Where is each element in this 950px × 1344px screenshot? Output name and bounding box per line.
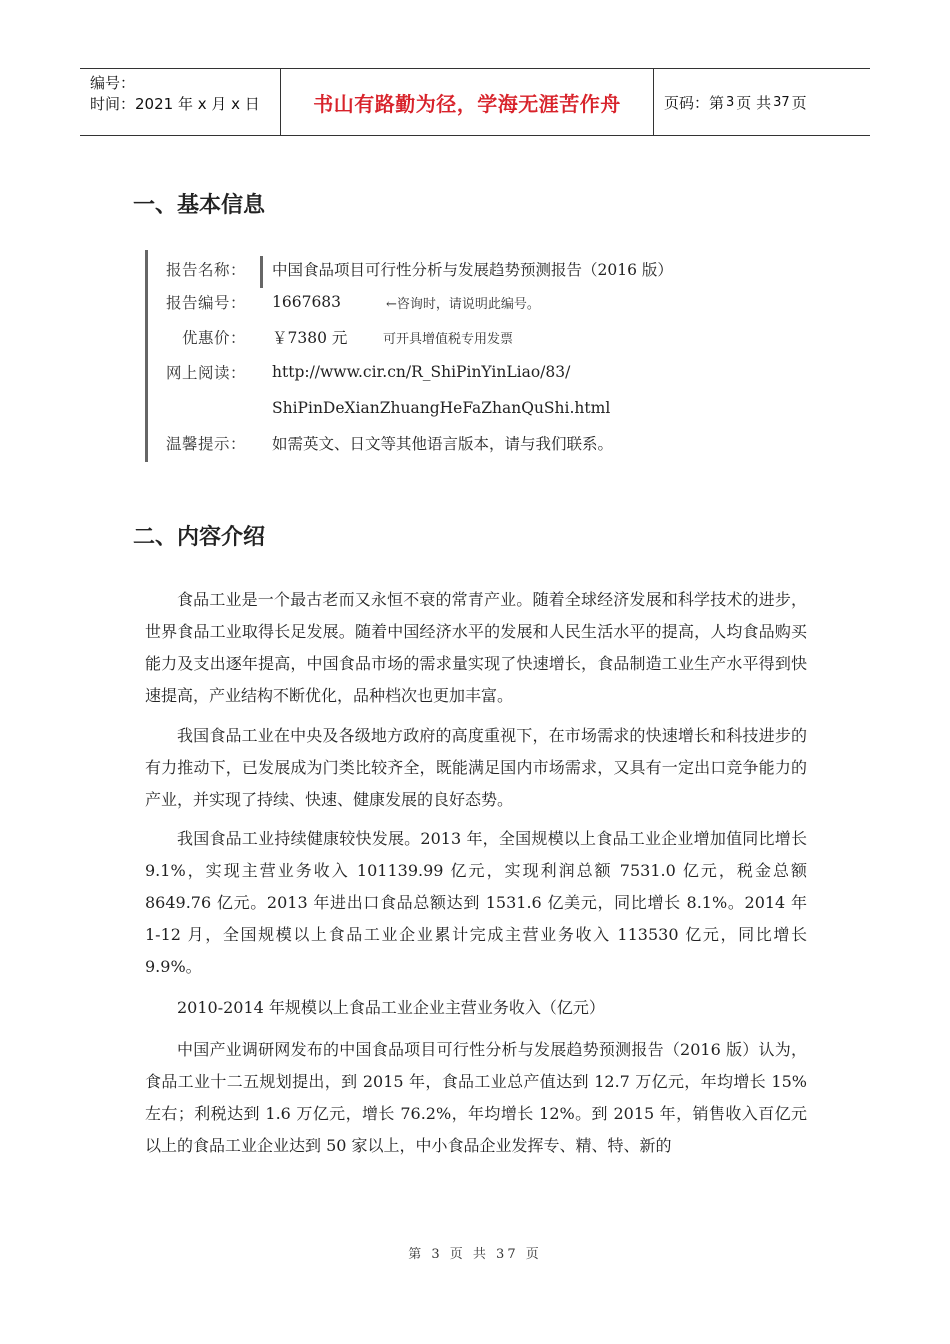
paragraph-2: 我国食品工业在中央及各级地方政府的高度重视下，在市场需求的快速增长和科技进步的有力推动下，已发展成为门类比较齐全，既能满足国内市场需求，又具有一定出口竞争能力的产业，并实现了持续、快速、健康发展的良好态势。 (145, 726, 807, 809)
serial-label: 编号： (90, 74, 136, 92)
name-divider (260, 256, 263, 288)
page-number: 3 (726, 94, 735, 110)
price-value: ￥7380 元 (272, 329, 348, 347)
price-note: 可开具增值税专用发票 (383, 331, 514, 347)
chart-caption: 2010-2014 年规模以上食品工业企业主营业务收入（亿元） (177, 998, 605, 1017)
page-suffix: 页 (791, 93, 807, 112)
header-motto: 书山有路勤为径，学海无涯苦作舟 (281, 69, 654, 135)
section-title-content-intro: 二、内容介绍 (133, 525, 266, 550)
price-label: 优惠价： (181, 329, 246, 347)
tip-label: 温馨提示： (166, 435, 247, 453)
online-read-url-line1[interactable]: http://www.cir.cn/R_ShiPinYinLiao/83/ (272, 363, 571, 381)
page-footer: 第 3 页 共 37 页 (408, 1247, 542, 1262)
page-header (80, 68, 870, 136)
report-code-label: 报告编号： (166, 294, 247, 312)
paragraph-4: 中国产业调研网发布的中国食品项目可行性分析与发展趋势预测报告（2016 版）认为，食品工业十二五规划提出，到 2015 年，食品工业总产值达到 12.7 万亿元，年均增长 15%左右；利税达到 1.6 万亿元，增长 76.2%，年均增长 12%。到 2015 年，销售收入百亿元以上的食品工业企业达到 50 家以上，中小食品企业发挥专、精、特、新的 (145, 1040, 807, 1155)
section-title-basic-info: 一、基本信息 (133, 193, 266, 218)
page-prefix: 页码：第 (664, 93, 725, 112)
time-label: 时间：2021 年 x 月 x 日 (90, 95, 260, 113)
page-mid: 页 共 (736, 93, 772, 112)
header-page-info (654, 69, 870, 135)
paragraph-1: 食品工业是一个最古老而又永恒不衰的常青产业。随着全球经济发展和科学技术的进步，世界食品工业取得长足发展。随着中国经济水平的发展和人民生活水平的提高，人均食品购买能力及支出逐年提高，中国食品市场的需求量实现了快速增长，食品制造工业生产水平得到快速提高，产业结构不断优化，品种档次也更加丰富。 (145, 590, 807, 705)
page-total: 37 (773, 94, 790, 110)
tip-value: 如需英文、日文等其他语言版本，请与我们联系。 (272, 435, 614, 453)
online-read-label: 网上阅读： (166, 364, 247, 382)
online-read-url-line2[interactable]: ShiPinDeXianZhuangHeFaZhanQuShi.html (272, 399, 611, 417)
paragraph-3: 我国食品工业持续健康较快发展。2013 年，全国规模以上食品工业企业增加值同比增长 9.1%，实现主营业务收入 101139.99 亿元，实现利润总额 7531.0 亿元，税金总额 8649.76 亿元。2013 年进出口食品总额达到 1531.6 亿美元，同比增长 8.1%。2014 年 1-12 月，全国规模以上食品工业企业累计完成主营业务收入 113530 亿元，同比增长 9.9%。 (145, 829, 807, 976)
header-meta (80, 69, 281, 135)
report-name-value: 中国食品项目可行性分析与发展趋势预测报告（2016 版） (272, 261, 673, 279)
report-name-label: 报告名称： (166, 261, 247, 279)
report-code-value: 1667683 (272, 293, 342, 311)
basic-info-block (145, 250, 788, 462)
report-code-note: ←咨询时，请说明此编号。 (386, 296, 540, 312)
